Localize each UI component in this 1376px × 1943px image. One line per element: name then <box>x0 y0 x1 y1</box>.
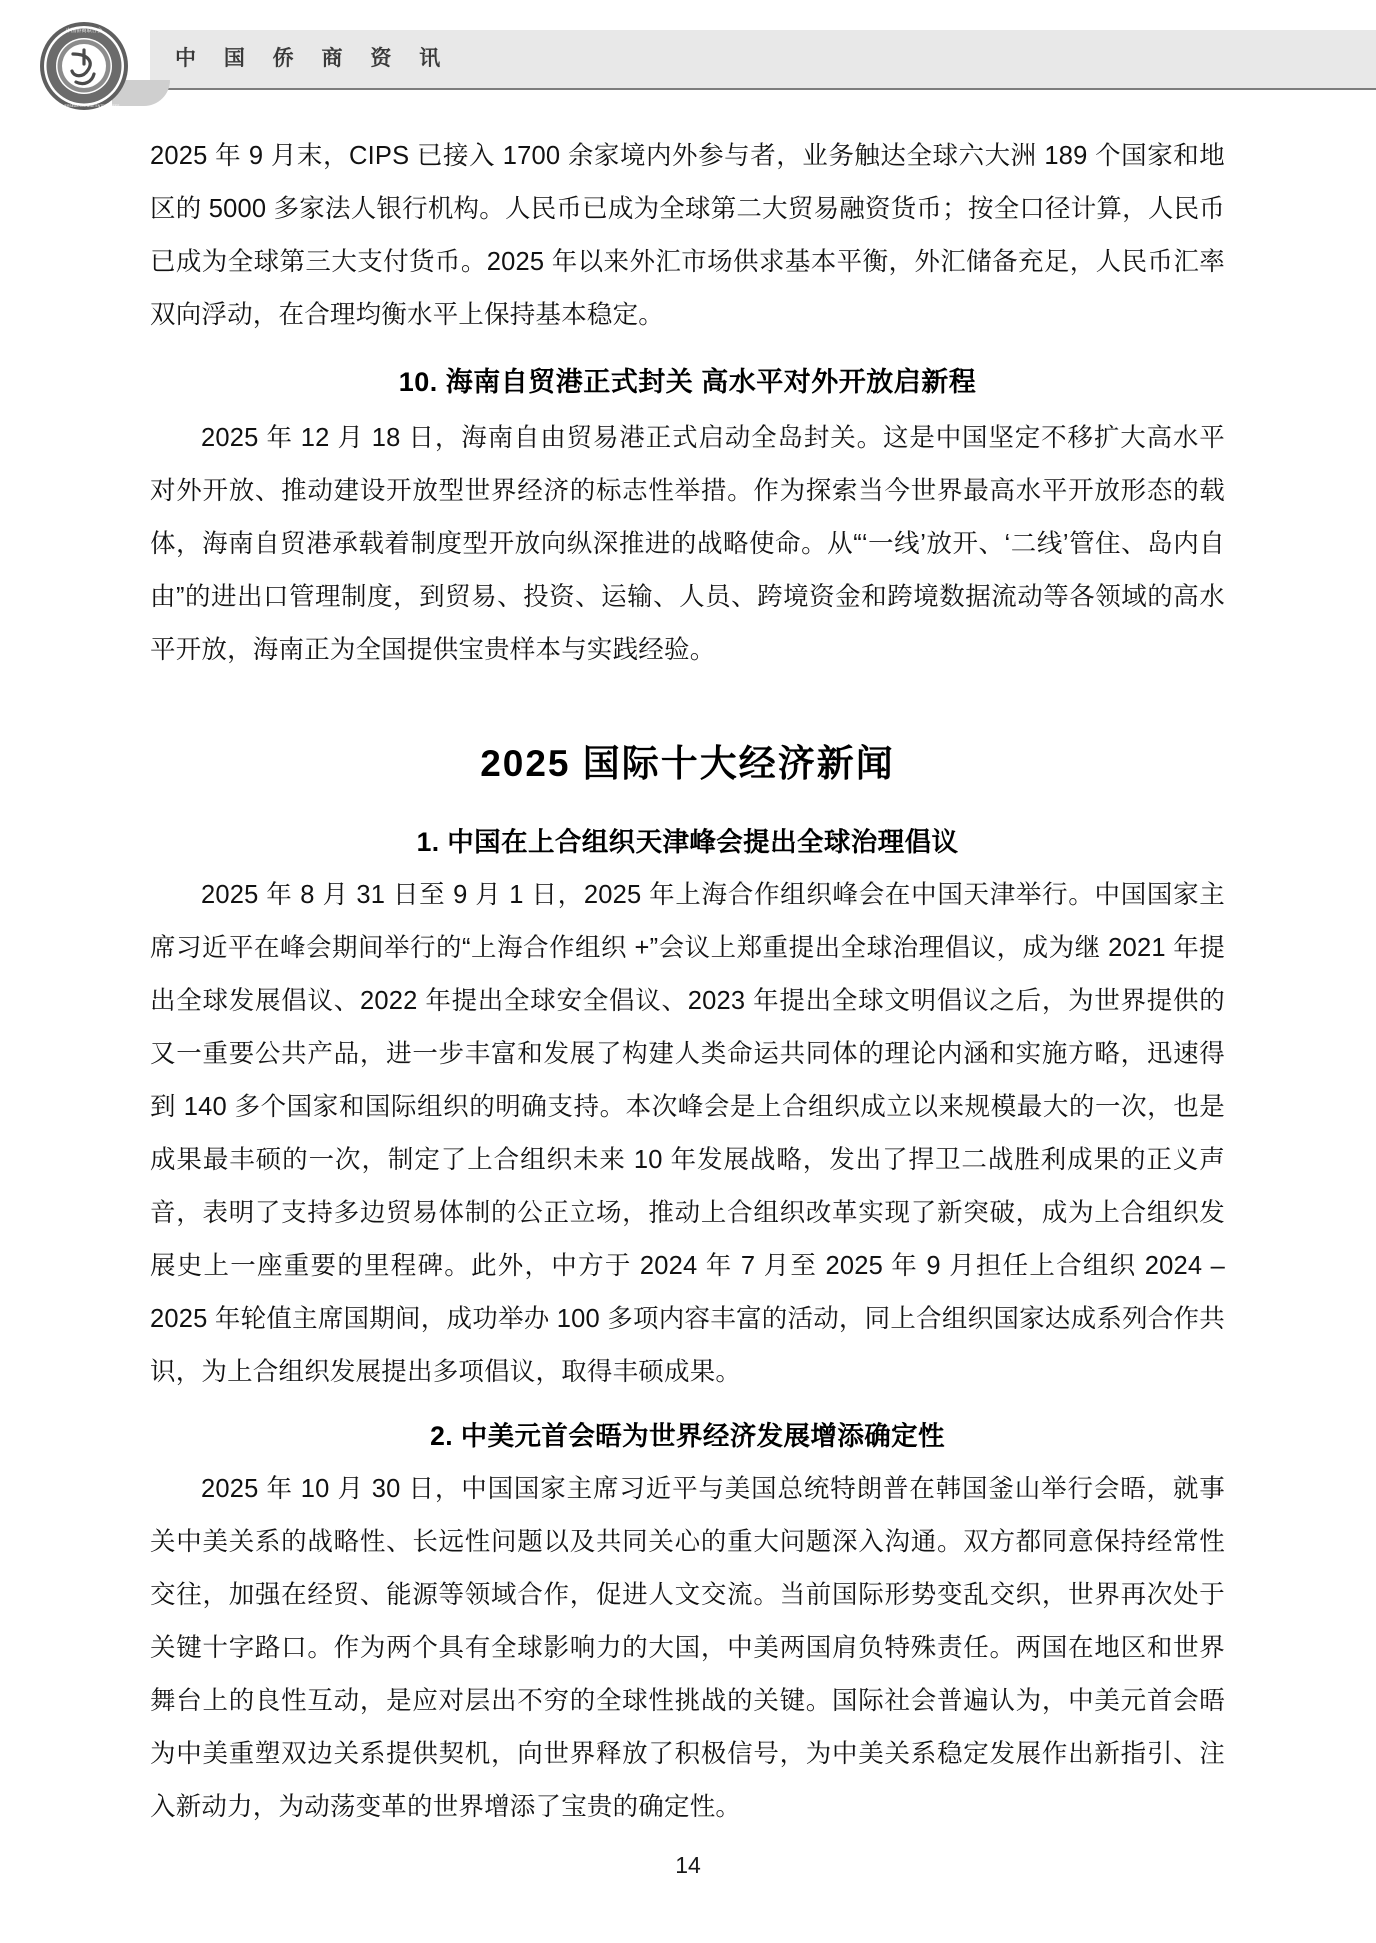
page-number: 14 <box>675 1852 701 1878</box>
page-header <box>0 0 1376 118</box>
logo-block <box>38 20 156 110</box>
chamber-seal-icon <box>38 20 130 112</box>
paragraph-item-10: 2025 年 12 月 18 日，海南自由贸易港正式启动全岛封关。这是中国坚定不移扩大高水平对外开放、推动建设开放型世界经济的标志性举措。作为探索当今世界最高水平开放形态的载体，海南自贸港承载着制度型开放向纵深推进的战略使命。从“‘一线’放开、‘二线’管住、岛内自由”的进出口管理制度，到贸易、投资、运输、人员、跨境资金和跨境数据流动等各领域的高水平开放，海南正为全国提供宝贵样本与实践经验。 <box>150 424 1225 664</box>
svg-text:中国侨商联合会: 中国侨商联合会 <box>65 28 103 34</box>
paragraph-cips: 2025 年 9 月末，CIPS 已接入 1700 余家境内外参与者，业务触达全球六大洲 189 个国家和地区的 5000 多家法人银行机构。人民币已成为全球第二大贸易融资货币；按全口径计算，人民币已成为全球第三大支付货币。2025 年以来外汇市场供求基本平衡，外汇储备充足，人民币汇率双向浮动，在合理均衡水平上保持基本稳定。 <box>150 142 1225 329</box>
document-content <box>150 130 1225 1834</box>
heading-intl-item-1: 1. 中国在上合组织天津峰会提出全球治理倡议 <box>416 827 959 857</box>
heading-intl-item-2: 2. 中美元首会晤为世界经济发展增添确定性 <box>430 1421 945 1451</box>
main-heading-international-news: 2025 国际十大经济新闻 <box>480 743 895 784</box>
running-header-title: 中 国 侨 商 资 讯 <box>175 47 452 70</box>
paragraph-intl-item-1: 2025 年 8 月 31 日至 9 月 1 日，2025 年上海合作组织峰会在中国天津举行。中国国家主席习近平在峰会期间举行的“上海合作组织 +”会议上郑重提出全球治理倡议，成为继 2021 年提出全球发展倡议、2022 年提出全球安全倡议、2023 年提出全球文明倡议之后，为世界提供的又一重要公共产品，进一步丰富和发展了构建人类命运共同体的理论内涵和实施方略，迅速得到 140 多个国家和国际组织的明确支持。本次峰会是上合组织成立以来规模最大的一次，也是成果最丰硕的一次，制定了上合组织未来 10 年发展战略，发出了捍卫二战胜利成果的正义声音，表明了支持多边贸易体制的公正立场，推动上合组织改革实现了新突破，成为上合组织发展史上一座重要的里程碑。此外，中方于 2024 年 7 月至 2025 年 9 月担任上合组织 2024 – 2025 年轮值主席国期间，成功举办 100 多项内容丰富的活动，同上合组织国家达成系列合作共识，为上合组织发展提出多项倡议，取得丰硕成果。 <box>150 881 1225 1386</box>
paragraph-intl-item-2: 2025 年 10 月 30 日，中国国家主席习近平与美国总统特朗普在韩国釜山举行会晤，就事关中美关系的战略性、长远性问题以及共同关心的重大问题深入沟通。双方都同意保持经常性交往，加强在经贸、能源等领域合作，促进人文交流。当前国际形势变乱交织，世界再次处于关键十字路口。作为两个具有全球影响力的大国，中美两国肩负特殊责任。两国在地区和世界舞台上的良性互动，是应对层出不穷的全球性挑战的关键。国际社会普遍认为，中美元首会晤为中美重塑双边关系提供契机，向世界释放了积极信号，为中美关系稳定发展作出新指引、注入新动力，为动荡变革的世界增添了宝贵的确定性。 <box>150 1475 1225 1821</box>
svg-text:CHINA OVERSEAS CHINESE ENTERPR: CHINA OVERSEAS CHINESE ENTERPRISES <box>48 104 120 108</box>
heading-item-10: 10. 海南自贸港正式封关 高水平对外开放启新程 <box>398 367 977 397</box>
